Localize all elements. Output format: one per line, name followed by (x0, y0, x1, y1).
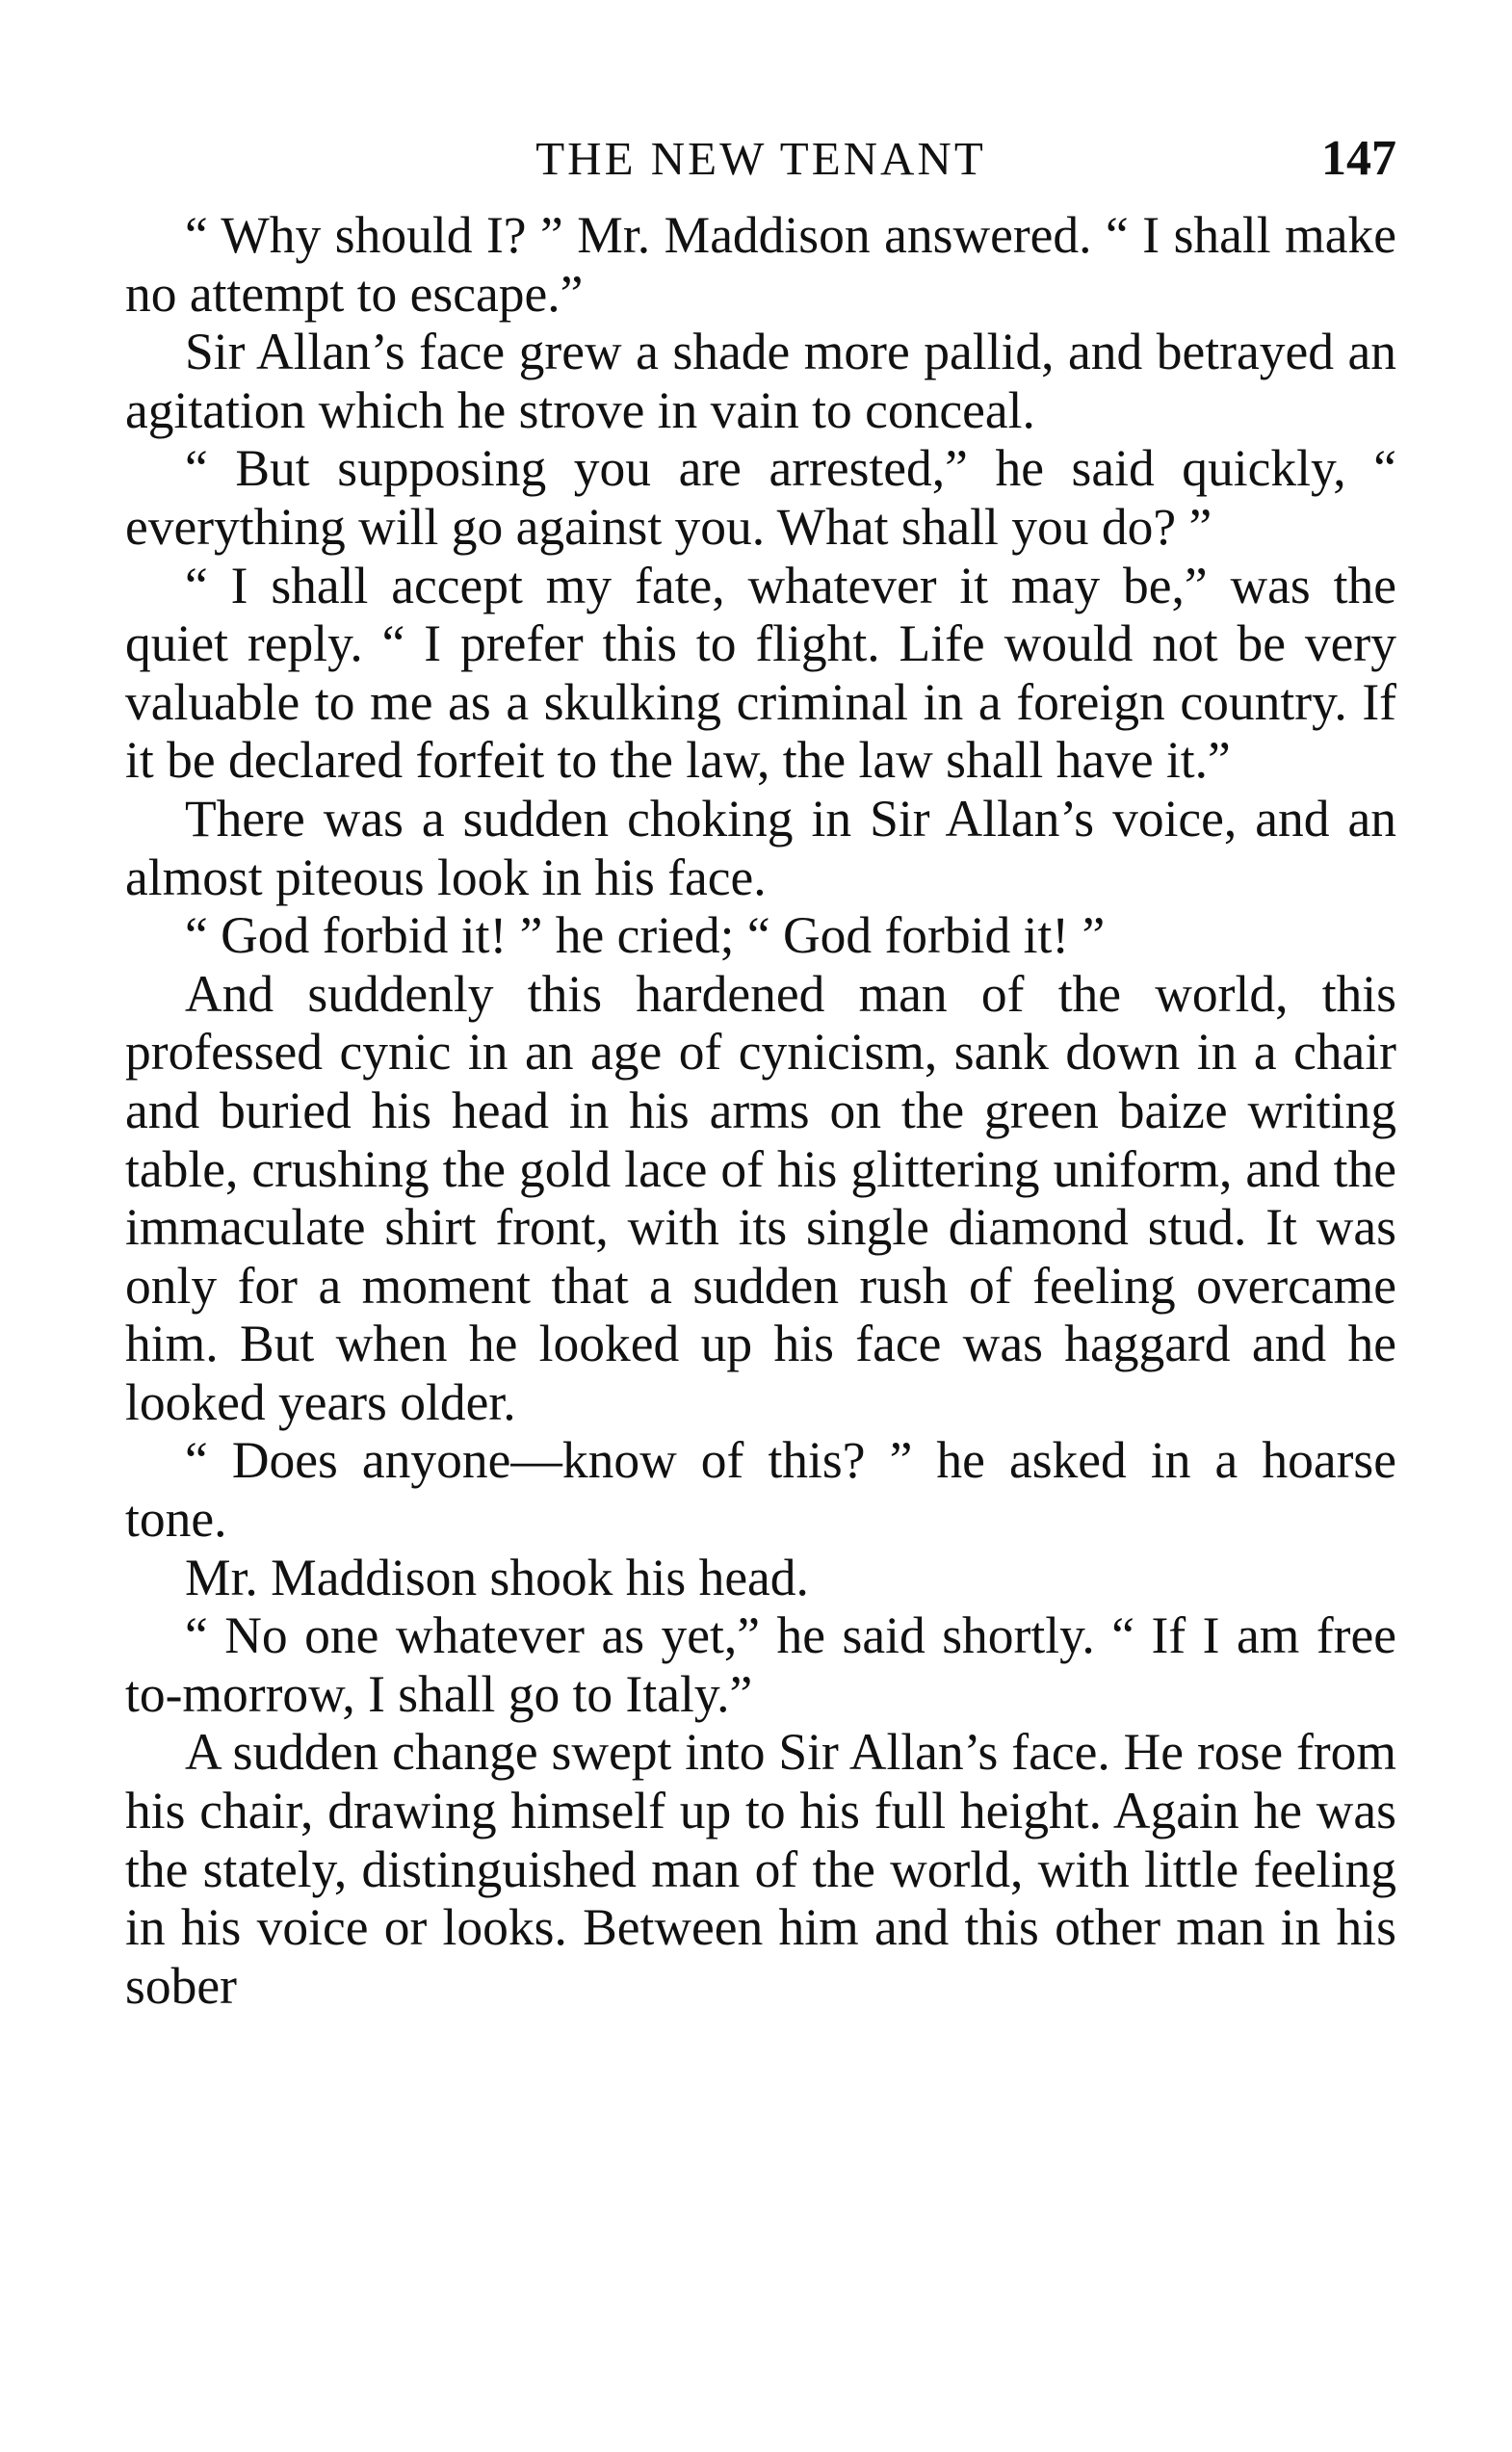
body-text (125, 206, 1396, 2015)
paragraph: “ But supposing you are arrested,” he said quickly, “ everything will go against you. What shall you do? ” (125, 439, 1396, 556)
paragraph: Sir Allan’s face grew a shade more pallid, and betrayed an agitation which he strove in vain to conceal. (125, 323, 1396, 439)
paragraph: “ Does anyone—know of this? ” he asked in a hoarse tone. (125, 1431, 1396, 1549)
running-title: THE NEW TENANT (535, 132, 986, 185)
paragraph: Mr. Maddison shook his head. (185, 1548, 809, 1606)
running-head (125, 125, 1396, 202)
paragraph: “ Why should I? ” Mr. Maddison answered. “ I shall make no attempt to escape.” (125, 206, 1396, 323)
paragraph: “ I shall accept my fate, whatever it may be,” was the quiet reply. “ I prefer this to flight. Life would not be very valuable to me as a skulking criminal in a foreign country. If it be declared forfeit to the law, the law shall have it.” (125, 556, 1396, 790)
paragraph: And suddenly this hardened man of the world, this professed cynic in an age of cynicism, sank down in a chair and buried his head in his arms on the green baize writing table, crushing the gold lace of his glittering uniform, and the immaculate shirt front, with its single diamond stud. It was only for a moment that a sudden rush of feeling overcame him. But when he looked up his face was haggard and he looked years older. (125, 964, 1396, 1431)
page-number: 147 (1321, 131, 1396, 186)
paragraph: A sudden change swept into Sir Allan’s face. He rose from his chair, drawing himself up to his full height. Again he was the stately, distinguished man of the world, with little feeling in his voice or looks. Between him and this other man in his sober (125, 1723, 1396, 2015)
paragraph: There was a sudden choking in Sir Allan’s voice, and an almost piteous look in his face. (125, 789, 1396, 906)
book-page (125, 125, 1396, 2417)
paragraph: “ No one whatever as yet,” he said shortly. “ If I am free to-morrow, I shall go to Italy.” (125, 1606, 1396, 1723)
paragraph: “ God forbid it! ” he cried; “ God forbid it! ” (185, 906, 1106, 965)
